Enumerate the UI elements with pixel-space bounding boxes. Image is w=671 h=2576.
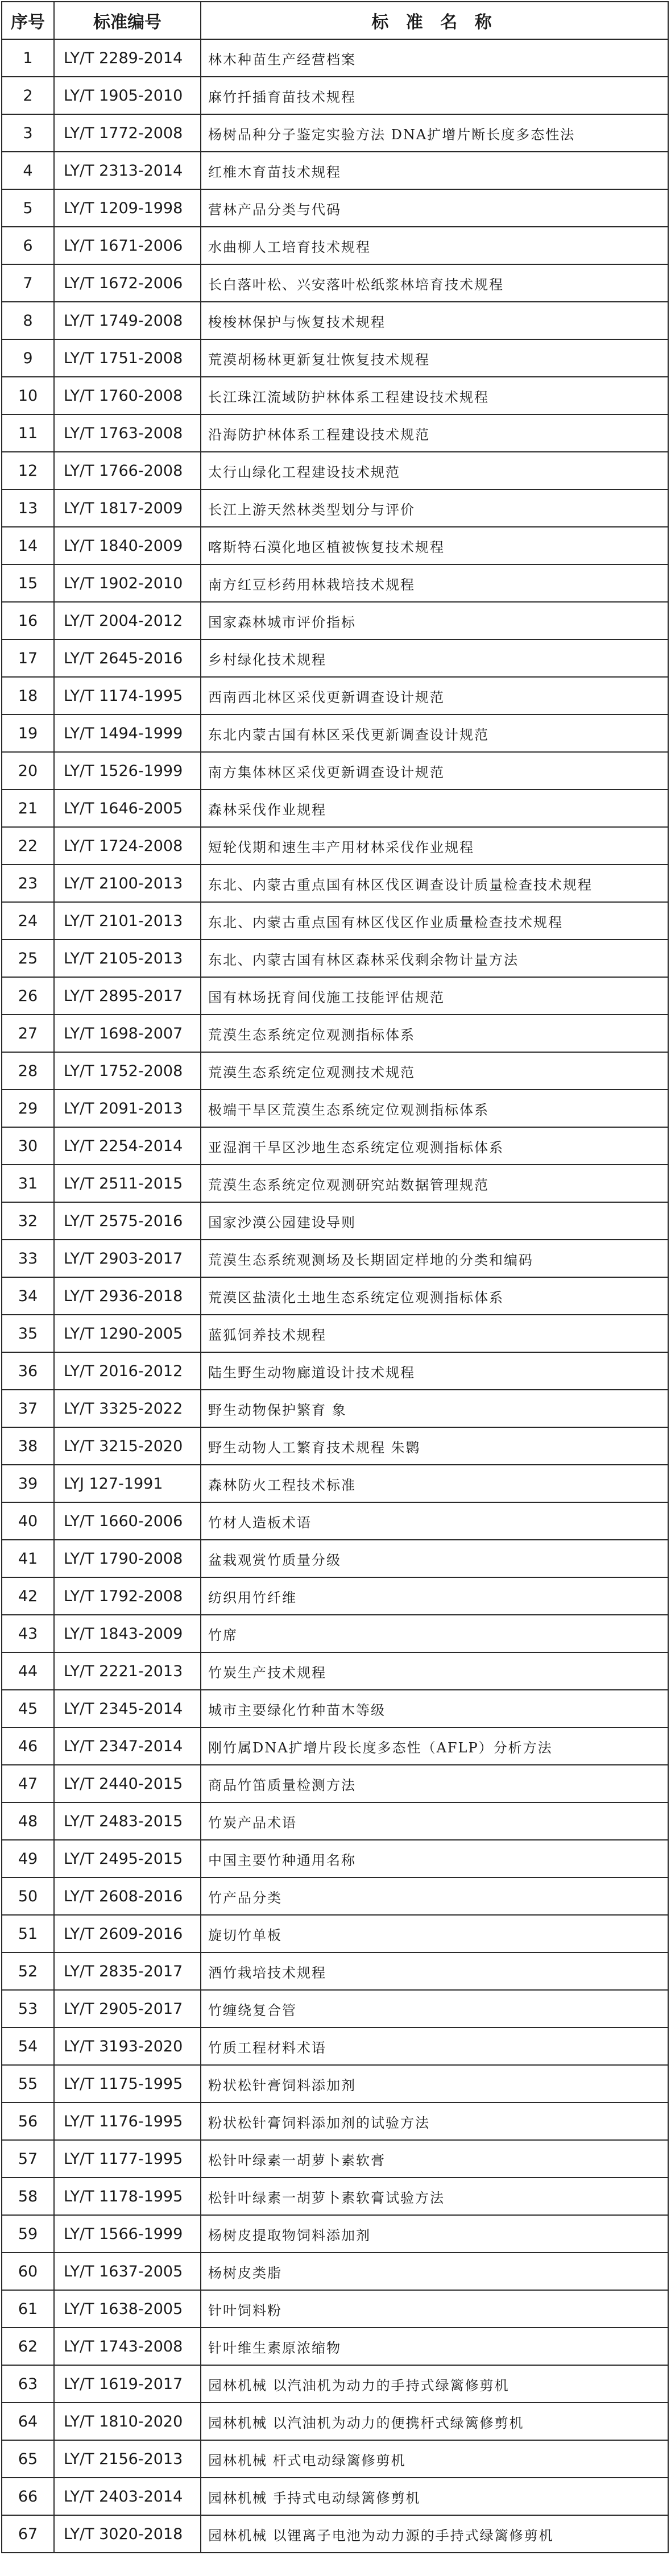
table-row <box>2 2140 668 2178</box>
standard-code-cell: LY/T 2347-2014 <box>54 1727 201 1765</box>
serial-number-cell: 31 <box>2 1165 54 1202</box>
serial-number-cell: 10 <box>2 377 54 414</box>
standard-code-cell: LY/T 1724-2008 <box>54 827 201 865</box>
table-row <box>2 2403 668 2440</box>
standard-code-cell: LY/T 1671-2006 <box>54 227 201 264</box>
header-standard-code: 标准编号 <box>54 2 201 39</box>
standard-name-cell: 长江珠江流域防护林体系工程建设技术规程 <box>201 377 668 414</box>
standard-code-cell: LY/T 1178-1995 <box>54 2178 201 2215</box>
serial-number-cell: 8 <box>2 302 54 339</box>
standard-code-cell: LY/T 1810-2020 <box>54 2403 201 2440</box>
standard-name-cell: 针叶维生素原浓缩物 <box>201 2328 668 2365</box>
table-body <box>2 39 668 2553</box>
standard-code-cell: LY/T 1494-1999 <box>54 714 201 752</box>
table-row <box>2 1240 668 1277</box>
table-row <box>2 2178 668 2215</box>
table-row <box>2 1502 668 1540</box>
standard-name-cell: 长江上游天然林类型划分与评价 <box>201 489 668 527</box>
serial-number-cell: 3 <box>2 114 54 152</box>
table-row <box>2 1465 668 1502</box>
standard-name-cell: 竹材人造板术语 <box>201 1502 668 1540</box>
table-row <box>2 2478 668 2515</box>
standard-code-cell: LY/T 1526-1999 <box>54 752 201 790</box>
serial-number-cell: 35 <box>2 1315 54 1352</box>
serial-number-cell: 20 <box>2 752 54 790</box>
standard-code-cell: LY/T 1760-2008 <box>54 377 201 414</box>
table-row <box>2 902 668 940</box>
standard-name-cell: 园林机械 以锂离子电池为动力源的手持式绿篱修剪机 <box>201 2515 668 2553</box>
table-row <box>2 865 668 902</box>
standard-code-cell: LY/T 1209-1998 <box>54 189 201 227</box>
table-row <box>2 2515 668 2553</box>
standard-name-cell: 国家森林城市评价指标 <box>201 602 668 639</box>
serial-number-cell: 60 <box>2 2253 54 2290</box>
serial-number-cell: 65 <box>2 2440 54 2478</box>
table-row <box>2 790 668 827</box>
standard-code-cell: LY/T 1619-2017 <box>54 2365 201 2403</box>
standard-code-cell: LY/T 2105-2013 <box>54 940 201 977</box>
standard-code-cell: LY/T 1660-2006 <box>54 1502 201 1540</box>
standard-name-cell: 城市主要绿化竹种苗木等级 <box>201 1690 668 1727</box>
standard-name-cell: 红椎木育苗技术规程 <box>201 152 668 189</box>
standard-code-cell: LY/T 1177-1995 <box>54 2140 201 2178</box>
standard-code-cell: LY/T 2936-2018 <box>54 1277 201 1315</box>
table-row <box>2 2290 668 2328</box>
table-row <box>2 639 668 677</box>
serial-number-cell: 52 <box>2 1952 54 1990</box>
standard-name-cell: 长白落叶松、兴安落叶松纸浆林培育技术规程 <box>201 264 668 302</box>
serial-number-cell: 15 <box>2 564 54 602</box>
serial-number-cell: 37 <box>2 1390 54 1427</box>
standard-name-cell: 梭梭林保护与恢复技术规程 <box>201 302 668 339</box>
standard-name-cell: 森林防火工程技术标准 <box>201 1465 668 1502</box>
standard-code-cell: LY/T 2254-2014 <box>54 1127 201 1165</box>
standard-name-cell: 荒漠胡杨林更新复壮恢复技术规程 <box>201 339 668 377</box>
serial-number-cell: 27 <box>2 1015 54 1052</box>
standard-code-cell: LY/T 1772-2008 <box>54 114 201 152</box>
standard-name-cell: 竹产品分类 <box>201 1877 668 1915</box>
table-row <box>2 1765 668 1802</box>
standard-code-cell: LY/T 1843-2009 <box>54 1615 201 1652</box>
standard-name-cell: 旋切竹单板 <box>201 1915 668 1952</box>
standard-name-cell: 东北、内蒙古国有林区森林采伐剩余物计量方法 <box>201 940 668 977</box>
table-row <box>2 77 668 114</box>
serial-number-cell: 22 <box>2 827 54 865</box>
serial-number-cell: 2 <box>2 77 54 114</box>
serial-number-cell: 17 <box>2 639 54 677</box>
serial-number-cell: 5 <box>2 189 54 227</box>
standard-name-cell: 竹炭产品术语 <box>201 1802 668 1840</box>
standard-name-cell: 粉状松针膏饲料添加剂的试验方法 <box>201 2103 668 2140</box>
standard-name-cell: 松针叶绿素一胡萝卜素软膏试验方法 <box>201 2178 668 2215</box>
standard-code-cell: LY/T 1749-2008 <box>54 302 201 339</box>
standard-code-cell: LY/T 2835-2017 <box>54 1952 201 1990</box>
table-row <box>2 1352 668 1390</box>
standard-name-cell: 商品竹笛质量检测方法 <box>201 1765 668 1802</box>
table-row <box>2 377 668 414</box>
standard-name-cell: 竹炭生产技术规程 <box>201 1652 668 1690</box>
serial-number-cell: 23 <box>2 865 54 902</box>
standard-name-cell: 国家沙漠公园建设导则 <box>201 1202 668 1240</box>
standard-code-cell: LY/T 2345-2014 <box>54 1690 201 1727</box>
standard-code-cell: LY/T 1902-2010 <box>54 564 201 602</box>
standard-code-cell: LY/T 2004-2012 <box>54 602 201 639</box>
serial-number-cell: 1 <box>2 39 54 77</box>
header-serial-number: 序号 <box>2 2 54 39</box>
standard-code-cell: LY/T 2440-2015 <box>54 1765 201 1802</box>
standard-name-cell: 南方集体林区采伐更新调查设计规范 <box>201 752 668 790</box>
table-row <box>2 152 668 189</box>
standard-name-cell: 荒漠区盐渍化土地生态系统定位观测指标体系 <box>201 1277 668 1315</box>
serial-number-cell: 44 <box>2 1652 54 1690</box>
standard-name-cell: 杨树皮类脂 <box>201 2253 668 2290</box>
serial-number-cell: 32 <box>2 1202 54 1240</box>
serial-number-cell: 24 <box>2 902 54 940</box>
table-row <box>2 1952 668 1990</box>
standard-code-cell: LY/T 3020-2018 <box>54 2515 201 2553</box>
table-row <box>2 714 668 752</box>
standard-name-cell: 竹缠绕复合管 <box>201 1990 668 2027</box>
standard-code-cell: LY/T 1646-2005 <box>54 790 201 827</box>
standard-code-cell: LY/T 2895-2017 <box>54 977 201 1015</box>
standard-name-cell: 园林机械 以汽油机为动力的便携杆式绿篱修剪机 <box>201 2403 668 2440</box>
standard-name-cell: 陆生野生动物廊道设计技术规程 <box>201 1352 668 1390</box>
table-row <box>2 1015 668 1052</box>
serial-number-cell: 7 <box>2 264 54 302</box>
serial-number-cell: 53 <box>2 1990 54 2027</box>
standard-code-cell: LY/T 2575-2016 <box>54 1202 201 1240</box>
standard-name-cell: 喀斯特石漠化地区植被恢复技术规程 <box>201 527 668 564</box>
standard-name-cell: 园林机械 杆式电动绿篱修剪机 <box>201 2440 668 2478</box>
serial-number-cell: 62 <box>2 2328 54 2365</box>
standard-code-cell: LY/T 2903-2017 <box>54 1240 201 1277</box>
serial-number-cell: 4 <box>2 152 54 189</box>
serial-number-cell: 38 <box>2 1427 54 1465</box>
standard-name-cell: 沿海防护林体系工程建设技术规范 <box>201 414 668 452</box>
serial-number-cell: 46 <box>2 1727 54 1765</box>
standard-code-cell: LY/T 1840-2009 <box>54 527 201 564</box>
table-row <box>2 1727 668 1765</box>
standard-name-cell: 刚竹属DNA扩增片段长度多态性（AFLP）分析方法 <box>201 1727 668 1765</box>
standard-name-cell: 东北内蒙古国有林区采伐更新调查设计规范 <box>201 714 668 752</box>
table-row <box>2 339 668 377</box>
table-row <box>2 1652 668 1690</box>
standard-name-cell: 野生动物人工繁育技术规程 朱鹮 <box>201 1427 668 1465</box>
table-row <box>2 1577 668 1615</box>
standard-name-cell: 荒漠生态系统定位观测指标体系 <box>201 1015 668 1052</box>
standard-code-cell: LY/T 1905-2010 <box>54 77 201 114</box>
standard-code-cell: LY/T 2313-2014 <box>54 152 201 189</box>
table-row <box>2 527 668 564</box>
serial-number-cell: 54 <box>2 2027 54 2065</box>
table-row <box>2 452 668 489</box>
table-row <box>2 2253 668 2290</box>
table-row <box>2 1090 668 1127</box>
serial-number-cell: 42 <box>2 1577 54 1615</box>
table-row <box>2 1690 668 1727</box>
table-row <box>2 1840 668 1877</box>
standard-name-cell: 乡村绿化技术规程 <box>201 639 668 677</box>
standard-code-cell: LY/T 2101-2013 <box>54 902 201 940</box>
serial-number-cell: 63 <box>2 2365 54 2403</box>
standard-code-cell: LY/T 2156-2013 <box>54 2440 201 2478</box>
standard-name-cell: 西南西北林区采伐更新调查设计规范 <box>201 677 668 714</box>
standard-code-cell: LY/T 1698-2007 <box>54 1015 201 1052</box>
standard-name-cell: 园林机械 以汽油机为动力的手持式绿篱修剪机 <box>201 2365 668 2403</box>
serial-number-cell: 12 <box>2 452 54 489</box>
standard-name-cell: 杨树皮提取物饲料添加剂 <box>201 2215 668 2253</box>
standard-code-cell: LY/T 1672-2006 <box>54 264 201 302</box>
table-row <box>2 1052 668 1090</box>
standard-name-cell: 麻竹扦插育苗技术规程 <box>201 77 668 114</box>
serial-number-cell: 18 <box>2 677 54 714</box>
standard-code-cell: LY/T 2091-2013 <box>54 1090 201 1127</box>
table-row <box>2 752 668 790</box>
serial-number-cell: 33 <box>2 1240 54 1277</box>
table-row <box>2 414 668 452</box>
table-row <box>2 1277 668 1315</box>
serial-number-cell: 43 <box>2 1615 54 1652</box>
standard-code-cell: LY/T 2289-2014 <box>54 39 201 77</box>
table-row <box>2 677 668 714</box>
table-row <box>2 1877 668 1915</box>
table-row <box>2 189 668 227</box>
serial-number-cell: 58 <box>2 2178 54 2215</box>
standard-code-cell: LY/T 2016-2012 <box>54 1352 201 1390</box>
standard-code-cell: LY/T 1766-2008 <box>54 452 201 489</box>
table-row <box>2 977 668 1015</box>
serial-number-cell: 59 <box>2 2215 54 2253</box>
standard-name-cell: 蓝狐饲养技术规程 <box>201 1315 668 1352</box>
standard-code-cell: LY/T 3193-2020 <box>54 2027 201 2065</box>
standard-name-cell: 极端干旱区荒漠生态系统定位观测指标体系 <box>201 1090 668 1127</box>
standard-code-cell: LY/T 2905-2017 <box>54 1990 201 2027</box>
standard-code-cell: LY/T 3325-2022 <box>54 1390 201 1427</box>
standards-table <box>1 1 669 2553</box>
standard-code-cell: LY/T 2483-2015 <box>54 1802 201 1840</box>
serial-number-cell: 55 <box>2 2065 54 2103</box>
standard-name-cell: 国有林场抚育间伐施工技能评估规范 <box>201 977 668 1015</box>
standard-code-cell: LY/T 2403-2014 <box>54 2478 201 2515</box>
table-header <box>2 2 668 39</box>
standard-name-cell: 荒漠生态系统观测场及长期固定样地的分类和编码 <box>201 1240 668 1277</box>
table-row <box>2 1427 668 1465</box>
table-row <box>2 489 668 527</box>
serial-number-cell: 34 <box>2 1277 54 1315</box>
standard-name-cell: 南方红豆杉药用林栽培技术规程 <box>201 564 668 602</box>
table-row <box>2 1802 668 1840</box>
standard-code-cell: LY/T 1637-2005 <box>54 2253 201 2290</box>
serial-number-cell: 48 <box>2 1802 54 1840</box>
serial-number-cell: 25 <box>2 940 54 977</box>
standard-name-cell: 东北、内蒙古重点国有林区伐区调查设计质量检查技术规程 <box>201 865 668 902</box>
standard-code-cell: LY/T 1176-1995 <box>54 2103 201 2140</box>
standard-code-cell: LY/T 1790-2008 <box>54 1540 201 1577</box>
serial-number-cell: 49 <box>2 1840 54 1877</box>
standard-code-cell: LY/T 1792-2008 <box>54 1577 201 1615</box>
standard-name-cell: 酒竹栽培技术规程 <box>201 1952 668 1990</box>
table-row <box>2 1202 668 1240</box>
serial-number-cell: 57 <box>2 2140 54 2178</box>
serial-number-cell: 26 <box>2 977 54 1015</box>
table-row <box>2 2065 668 2103</box>
table-row <box>2 2440 668 2478</box>
table-row <box>2 1315 668 1352</box>
serial-number-cell: 14 <box>2 527 54 564</box>
serial-number-cell: 64 <box>2 2403 54 2440</box>
header-standard-name: 标 准 名 称 <box>201 2 668 39</box>
standard-code-cell: LY/T 2100-2013 <box>54 865 201 902</box>
standard-code-cell: LY/T 2608-2016 <box>54 1877 201 1915</box>
standard-name-cell: 太行山绿化工程建设技术规范 <box>201 452 668 489</box>
serial-number-cell: 6 <box>2 227 54 264</box>
serial-number-cell: 28 <box>2 1052 54 1090</box>
serial-number-cell: 67 <box>2 2515 54 2553</box>
table-row <box>2 1390 668 1427</box>
serial-number-cell: 66 <box>2 2478 54 2515</box>
serial-number-cell: 51 <box>2 1915 54 1952</box>
serial-number-cell: 9 <box>2 339 54 377</box>
standard-code-cell: LY/T 1817-2009 <box>54 489 201 527</box>
standard-name-cell: 松针叶绿素一胡萝卜素软膏 <box>201 2140 668 2178</box>
serial-number-cell: 21 <box>2 790 54 827</box>
standard-code-cell: LY/T 2511-2015 <box>54 1165 201 1202</box>
table-row <box>2 1127 668 1165</box>
table-row <box>2 264 668 302</box>
serial-number-cell: 11 <box>2 414 54 452</box>
table-row <box>2 1540 668 1577</box>
table-row <box>2 114 668 152</box>
standard-code-cell: LY/T 1566-1999 <box>54 2215 201 2253</box>
standard-code-cell: LY/T 2645-2016 <box>54 639 201 677</box>
standard-code-cell: LYJ 127-1991 <box>54 1465 201 1502</box>
standard-name-cell: 营林产品分类与代码 <box>201 189 668 227</box>
table-row <box>2 1165 668 1202</box>
standard-name-cell: 竹席 <box>201 1615 668 1652</box>
standard-name-cell: 短轮伐期和速生丰产用材林采伐作业规程 <box>201 827 668 865</box>
standard-name-cell: 粉状松针膏饲料添加剂 <box>201 2065 668 2103</box>
table-row <box>2 2215 668 2253</box>
table-row <box>2 827 668 865</box>
standard-code-cell: LY/T 1743-2008 <box>54 2328 201 2365</box>
standard-name-cell: 荒漠生态系统定位观测技术规范 <box>201 1052 668 1090</box>
standard-name-cell: 东北、内蒙古重点国有林区伐区作业质量检查技术规程 <box>201 902 668 940</box>
serial-number-cell: 56 <box>2 2103 54 2140</box>
standard-name-cell: 杨树品种分子鉴定实验方法 DNA扩增片断长度多态性法 <box>201 114 668 152</box>
serial-number-cell: 50 <box>2 1877 54 1915</box>
table-row <box>2 2027 668 2065</box>
standard-name-cell: 水曲柳人工培育技术规程 <box>201 227 668 264</box>
serial-number-cell: 61 <box>2 2290 54 2328</box>
table-row <box>2 2103 668 2140</box>
serial-number-cell: 30 <box>2 1127 54 1165</box>
serial-number-cell: 36 <box>2 1352 54 1390</box>
standard-code-cell: LY/T 1638-2005 <box>54 2290 201 2328</box>
standard-code-cell: LY/T 2495-2015 <box>54 1840 201 1877</box>
standard-name-cell: 亚湿润干旱区沙地生态系统定位观测指标体系 <box>201 1127 668 1165</box>
serial-number-cell: 40 <box>2 1502 54 1540</box>
table-row <box>2 1990 668 2027</box>
standard-name-cell: 中国主要竹种通用名称 <box>201 1840 668 1877</box>
serial-number-cell: 19 <box>2 714 54 752</box>
serial-number-cell: 29 <box>2 1090 54 1127</box>
serial-number-cell: 41 <box>2 1540 54 1577</box>
serial-number-cell: 45 <box>2 1690 54 1727</box>
standard-name-cell: 针叶饲料粉 <box>201 2290 668 2328</box>
standard-code-cell: LY/T 1752-2008 <box>54 1052 201 1090</box>
standard-code-cell: LY/T 1175-1995 <box>54 2065 201 2103</box>
standard-code-cell: LY/T 1290-2005 <box>54 1315 201 1352</box>
standard-name-cell: 园林机械 手持式电动绿篱修剪机 <box>201 2478 668 2515</box>
standard-name-cell: 林木种苗生产经营档案 <box>201 39 668 77</box>
standard-name-cell: 纺织用竹纤维 <box>201 1577 668 1615</box>
standard-code-cell: LY/T 1763-2008 <box>54 414 201 452</box>
standard-name-cell: 野生动物保护繁育 象 <box>201 1390 668 1427</box>
header-row <box>2 2 668 39</box>
serial-number-cell: 47 <box>2 1765 54 1802</box>
standard-name-cell: 竹质工程材料术语 <box>201 2027 668 2065</box>
standard-name-cell: 盆栽观赏竹质量分级 <box>201 1540 668 1577</box>
serial-number-cell: 13 <box>2 489 54 527</box>
table-row <box>2 1615 668 1652</box>
standard-name-cell: 森林采伐作业规程 <box>201 790 668 827</box>
standard-name-cell: 荒漠生态系统定位观测研究站数据管理规范 <box>201 1165 668 1202</box>
serial-number-cell: 39 <box>2 1465 54 1502</box>
table-row <box>2 227 668 264</box>
table-row <box>2 2365 668 2403</box>
standard-code-cell: LY/T 1174-1995 <box>54 677 201 714</box>
table-row <box>2 1915 668 1952</box>
table-row <box>2 39 668 77</box>
table-row <box>2 602 668 639</box>
standard-code-cell: LY/T 1751-2008 <box>54 339 201 377</box>
table-row <box>2 2328 668 2365</box>
standard-code-cell: LY/T 3215-2020 <box>54 1427 201 1465</box>
standard-code-cell: LY/T 2221-2013 <box>54 1652 201 1690</box>
serial-number-cell: 16 <box>2 602 54 639</box>
table-row <box>2 302 668 339</box>
table-row <box>2 940 668 977</box>
standard-code-cell: LY/T 2609-2016 <box>54 1915 201 1952</box>
table-row <box>2 564 668 602</box>
